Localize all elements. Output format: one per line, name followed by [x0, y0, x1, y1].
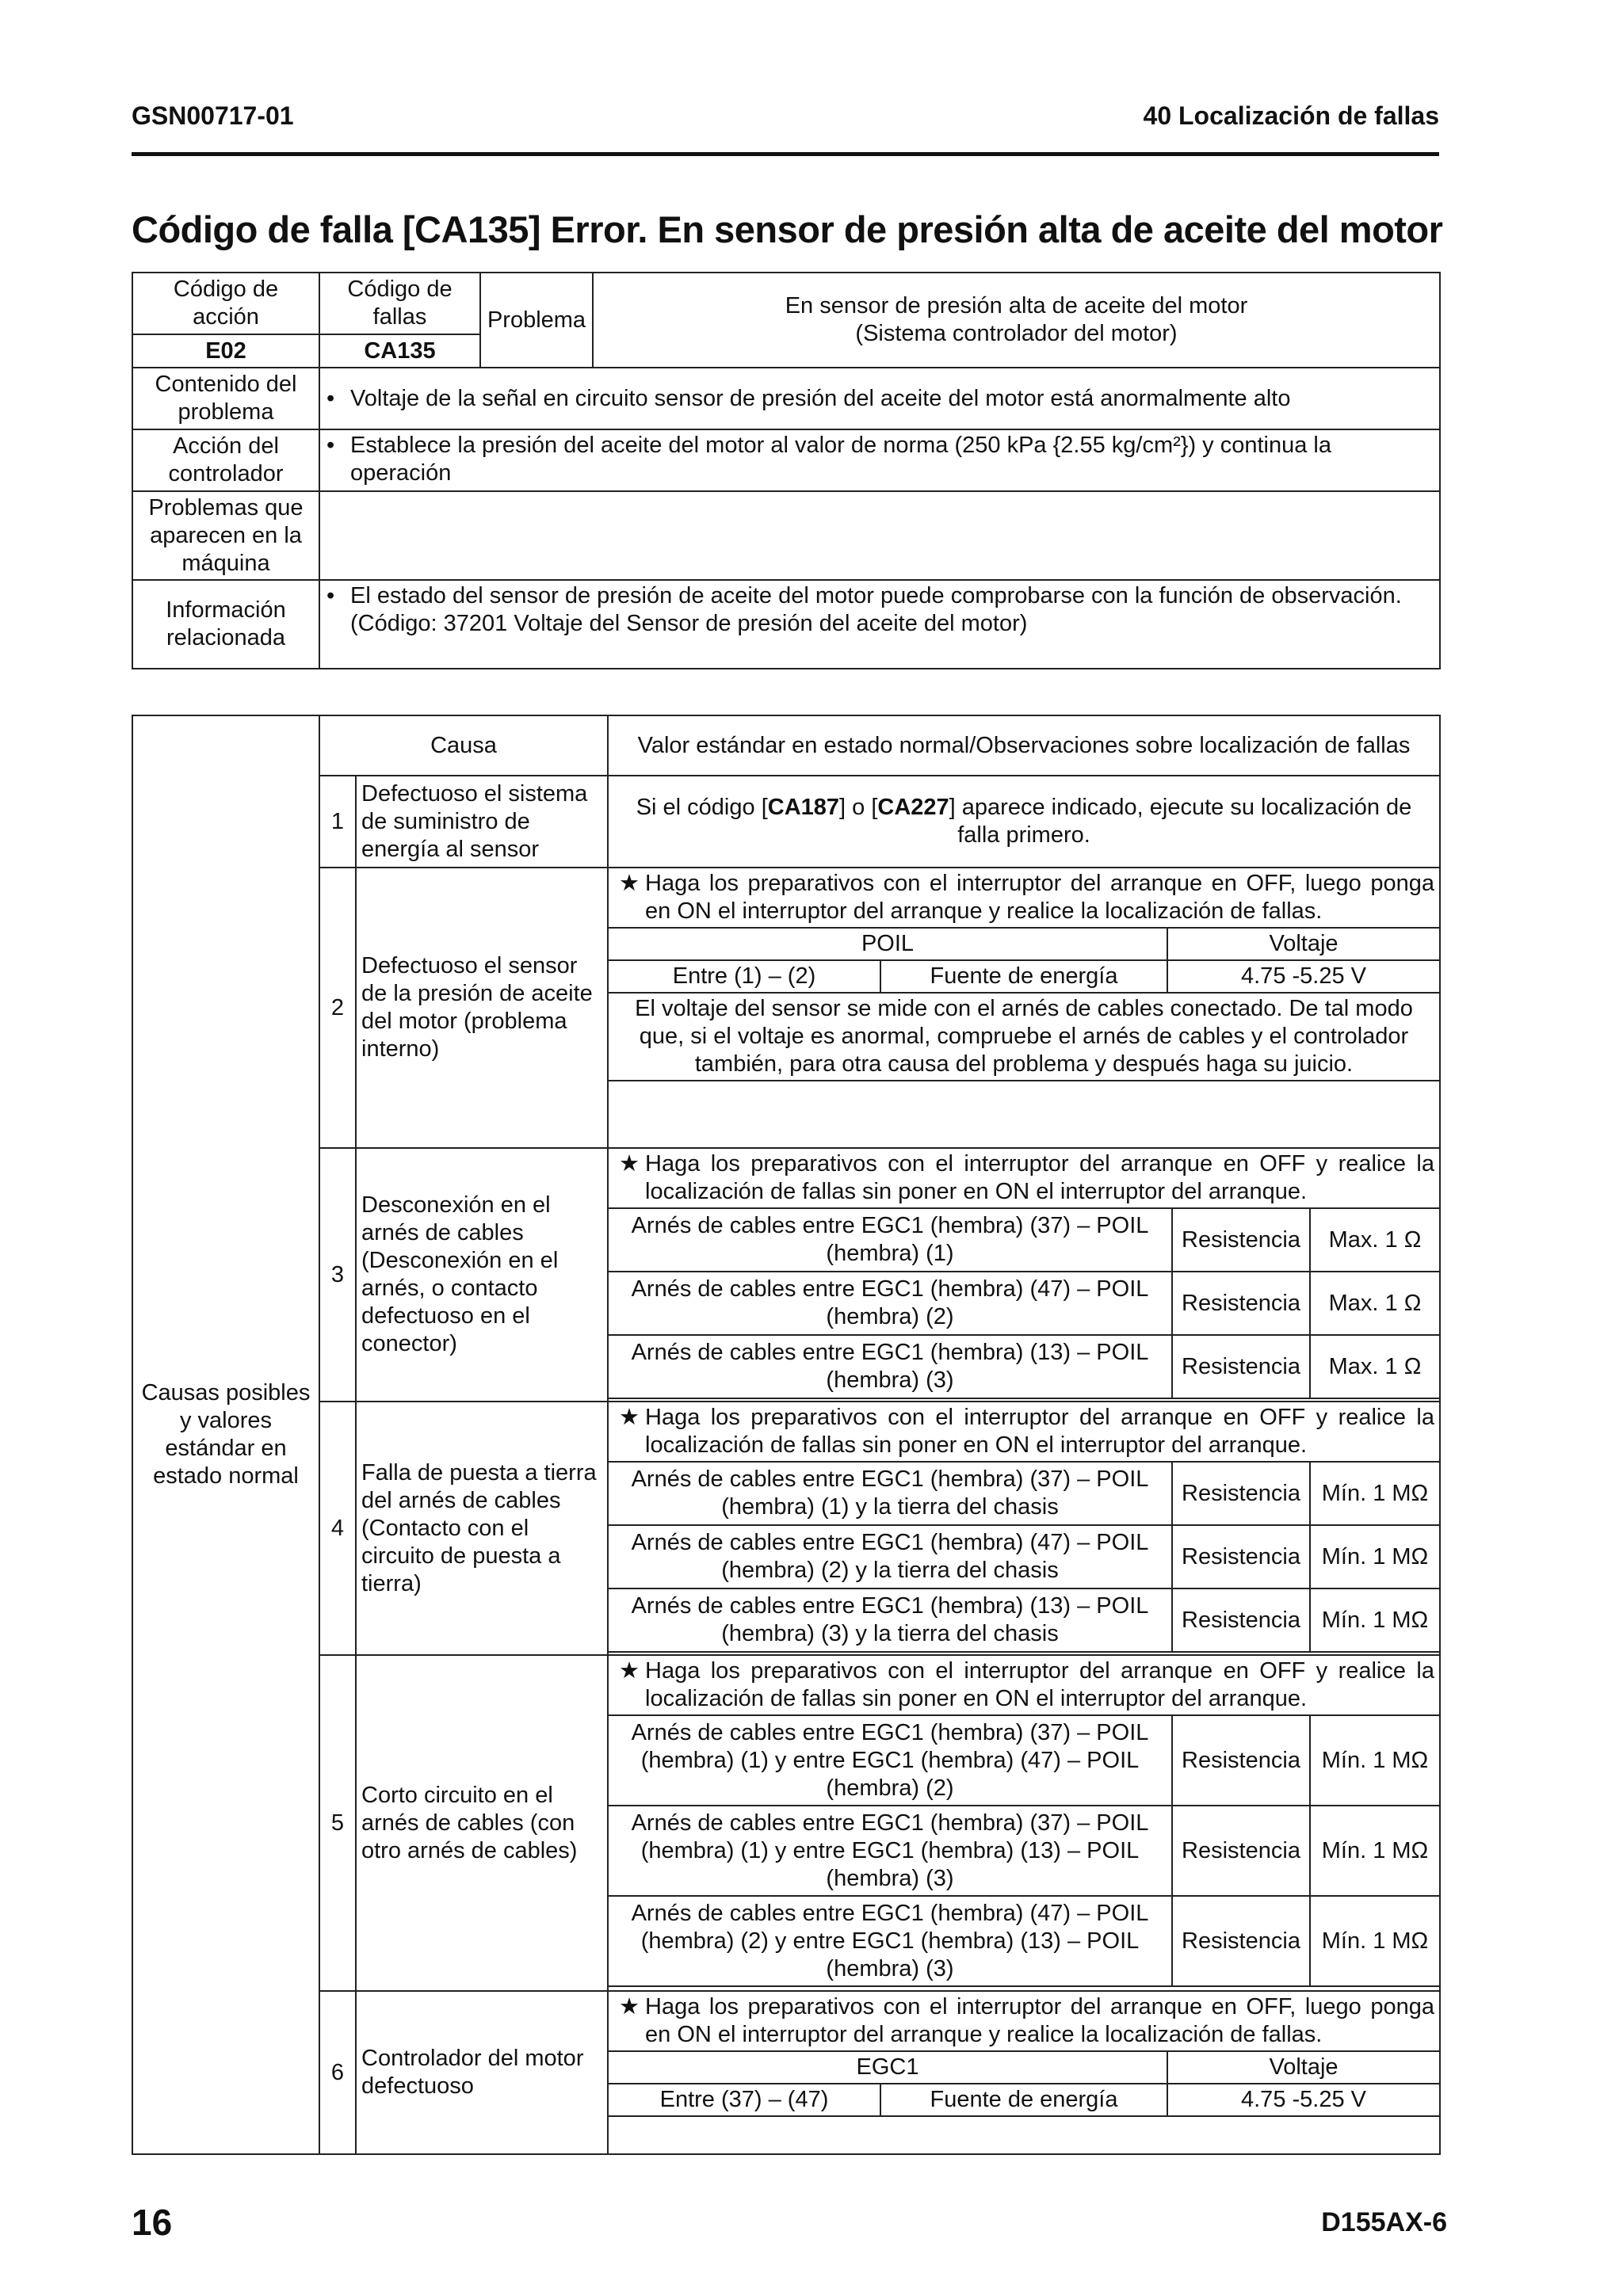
- fault-info-table: [132, 272, 1441, 669]
- doc-code: GSN00717-01: [132, 101, 294, 130]
- cause-text: Defectuoso el sistema de suministro de energía al sensor: [356, 776, 608, 868]
- cause3-checks: [609, 1149, 1439, 1399]
- related-text-2: (Código: 37201 Voltaje del Sensor de presión del aceite del motor): [350, 611, 1028, 636]
- check-value: Mín. 1 MΩ: [1310, 1589, 1439, 1652]
- standard-value: 4.75 -5.25 V: [1167, 960, 1439, 993]
- model-code: D155AX-6: [1321, 2207, 1447, 2237]
- bullet: •: [327, 433, 335, 458]
- check-value: Mín. 1 MΩ: [1310, 1715, 1439, 1806]
- causes-table: [132, 715, 1441, 2155]
- related-text-1: El estado del sensor de presión de aceite del motor puede comprobarse con la función de observación.: [350, 583, 1402, 608]
- star-icon: ★: [619, 1151, 640, 1177]
- prep-note: ★ Haga los preparativos con el interruptor del arranque en OFF y realice la localización de fallas sin poner en ON el interruptor del arranque.: [609, 1656, 1439, 1715]
- cause-number: 1: [319, 776, 356, 868]
- star-icon: ★: [619, 871, 640, 896]
- cause2-observation: [608, 868, 1440, 1148]
- code-ca227: CA227: [877, 795, 949, 820]
- content-text: Voltaje de la señal en circuito sensor de presión del aceite del motor está anormalmente alto: [350, 385, 1291, 411]
- check-value: Mín. 1 MΩ: [1310, 1896, 1439, 1986]
- check-value: Mín. 1 MΩ: [1310, 1525, 1439, 1589]
- cause-number: 5: [319, 1655, 356, 1991]
- check-type: Resistencia: [1172, 1525, 1310, 1589]
- check-type: Resistencia: [1172, 1715, 1310, 1806]
- check-value: Mín. 1 MΩ: [1310, 1806, 1439, 1896]
- problem-text-2: (Sistema controlador del motor): [855, 321, 1178, 346]
- check-type: Resistencia: [1172, 1896, 1310, 1986]
- value-header: Voltaje: [1167, 928, 1439, 960]
- check-description: Arnés de cables entre EGC1 (hembra) (47) – POIL (hembra) (2) y entre EGC1 (hembra) (13) – POIL (hembra) (3): [609, 1896, 1172, 1986]
- section-title: 40 Localización de fallas: [1143, 101, 1439, 130]
- controller-cell: [319, 429, 1440, 491]
- cause-text: Controlador del motor defectuoso: [356, 1991, 608, 2154]
- bullet: •: [327, 583, 335, 608]
- fault-code-label: Código de fallas: [319, 273, 480, 334]
- check-description: Arnés de cables entre EGC1 (hembra) (13) – POIL (hembra) (3) y la tierra del chasis: [609, 1589, 1172, 1652]
- check-description: Arnés de cables entre EGC1 (hembra) (13) – POIL (hembra) (3): [609, 1335, 1172, 1398]
- check-description: Arnés de cables entre EGC1 (hembra) (37) – POIL (hembra) (1) y entre EGC1 (hembra) (13) – POIL (hembra) (3): [609, 1806, 1172, 1896]
- obs-header: Valor estándar en estado normal/Observaciones sobre localización de fallas: [608, 715, 1440, 776]
- cause6-observation: [608, 1991, 1440, 2154]
- bullet: •: [327, 385, 335, 411]
- fault-code-value: CA135: [319, 334, 480, 368]
- cause-number: 4: [319, 1402, 356, 1655]
- value-header: Voltaje: [1167, 2051, 1439, 2084]
- star-icon: ★: [619, 1994, 640, 2019]
- cause-text: Corto circuito en el arnés de cables (con otro arnés de cables): [356, 1655, 608, 1991]
- check-description: Arnés de cables entre EGC1 (hembra) (37) – POIL (hembra) (1) y la tierra del chasis: [609, 1462, 1172, 1525]
- condition: Fuente de energía: [880, 2084, 1167, 2116]
- cause2-checks: [609, 868, 1439, 1081]
- prep-note: ★ Haga los preparativos con el interruptor del arranque en OFF y realice la localización de fallas sin poner en ON el interruptor del arranque.: [609, 1149, 1439, 1208]
- code-ca187: CA187: [767, 795, 840, 820]
- prep-note: ★ Haga los preparativos con el interruptor del arranque en OFF, luego ponga en ON el interruptor del arranque y realice la localización de fallas.: [609, 1992, 1439, 2051]
- connector-header: POIL: [609, 928, 1167, 960]
- check-type: Resistencia: [1172, 1589, 1310, 1652]
- problem-text-1: En sensor de presión alta de aceite del motor: [785, 293, 1248, 318]
- content-label: Contenido del problema: [132, 368, 319, 429]
- content-cell: [319, 368, 1440, 429]
- cause5-checks: [609, 1656, 1439, 1987]
- cause-text: Desconexión en el arnés de cables (Desconexión en el arnés, o contacto defectuoso en el conector): [356, 1148, 608, 1402]
- check-type: Resistencia: [1172, 1208, 1310, 1272]
- connector-header: EGC1: [609, 2051, 1167, 2084]
- page-header: [132, 101, 1439, 156]
- cause-number: 6: [319, 1991, 356, 2154]
- check-description: Arnés de cables entre EGC1 (hembra) (47) – POIL (hembra) (2) y la tierra del chasis: [609, 1525, 1172, 1589]
- check-type: Resistencia: [1172, 1806, 1310, 1896]
- check-description: Arnés de cables entre EGC1 (hembra) (37) – POIL (hembra) (1): [609, 1208, 1172, 1272]
- condition: Fuente de energía: [880, 960, 1167, 993]
- causes-section-label: Causas posibles y valores estándar en estado normal: [132, 715, 319, 2154]
- cause6-checks: [609, 1992, 1439, 2117]
- cause1-observation: Si el código [CA187] o [CA227] aparece indicado, ejecute su localización de falla primero.: [608, 776, 1440, 868]
- prep-note: ★ Haga los preparativos con el interruptor del arranque en OFF y realice la localización de fallas sin poner en ON el interruptor del arranque.: [609, 1402, 1439, 1462]
- star-icon: ★: [619, 1658, 640, 1684]
- machine-text: [319, 491, 1440, 580]
- cause-number: 3: [319, 1148, 356, 1402]
- check-value: Max. 1 Ω: [1310, 1272, 1439, 1335]
- standard-value: 4.75 -5.25 V: [1167, 2084, 1439, 2116]
- machine-label: Problemas que aparecen en la máquina: [132, 491, 319, 580]
- star-icon: ★: [619, 1405, 640, 1430]
- check-type: Resistencia: [1172, 1272, 1310, 1335]
- problem-description: [593, 273, 1440, 368]
- cause4-checks: [609, 1402, 1439, 1653]
- page-number: 16: [132, 2202, 173, 2243]
- check-value: Max. 1 Ω: [1310, 1335, 1439, 1398]
- check-description: Arnés de cables entre EGC1 (hembra) (37) – POIL (hembra) (1) y entre EGC1 (hembra) (47) – POIL (hembra) (2): [609, 1715, 1172, 1806]
- action-code-label: Código de acción: [132, 273, 319, 334]
- pins: Entre (37) – (47): [609, 2084, 880, 2116]
- cause-header: Causa: [319, 715, 608, 776]
- cause-text: Defectuoso el sensor de la presión de aceite del motor (problema interno): [356, 868, 608, 1148]
- related-label: Información relacionada: [132, 580, 319, 669]
- cause3-observation: [608, 1148, 1440, 1402]
- check-type: Resistencia: [1172, 1335, 1310, 1398]
- pins: Entre (1) – (2): [609, 960, 880, 993]
- controller-text: Establece la presión del aceite del motor al valor de norma (250 kPa {2.55 kg/cm²}) y continua la operación: [350, 433, 1332, 486]
- cause-text: Falla de puesta a tierra del arnés de cables (Contacto con el circuito de puesta a tierra): [356, 1402, 608, 1655]
- action-code-value: E02: [132, 334, 319, 368]
- check-type: Resistencia: [1172, 1462, 1310, 1525]
- check-value: Max. 1 Ω: [1310, 1208, 1439, 1272]
- check-value: Mín. 1 MΩ: [1310, 1462, 1439, 1525]
- page-title: Código de falla [CA135] Error. En sensor de presión alta de aceite del motor: [132, 208, 1443, 250]
- related-cell: [319, 580, 1440, 669]
- prep-note: ★ Haga los preparativos con el interruptor del arranque en OFF, luego ponga en ON el interruptor del arranque y realice la localización de fallas.: [609, 868, 1439, 928]
- check-description: Arnés de cables entre EGC1 (hembra) (47) – POIL (hembra) (2): [609, 1272, 1172, 1335]
- cause5-observation: [608, 1655, 1440, 1991]
- controller-label: Acción del controlador: [132, 429, 319, 491]
- problem-label: Problema: [480, 273, 593, 368]
- cause4-observation: [608, 1402, 1440, 1655]
- measurement-note: El voltaje del sensor se mide con el arnés de cables conectado. De tal modo que, si el voltaje es anormal, compruebe el arnés de cables y el controlador también, para otra causa del problema y después haga su juicio.: [609, 993, 1439, 1081]
- cause-number: 2: [319, 868, 356, 1148]
